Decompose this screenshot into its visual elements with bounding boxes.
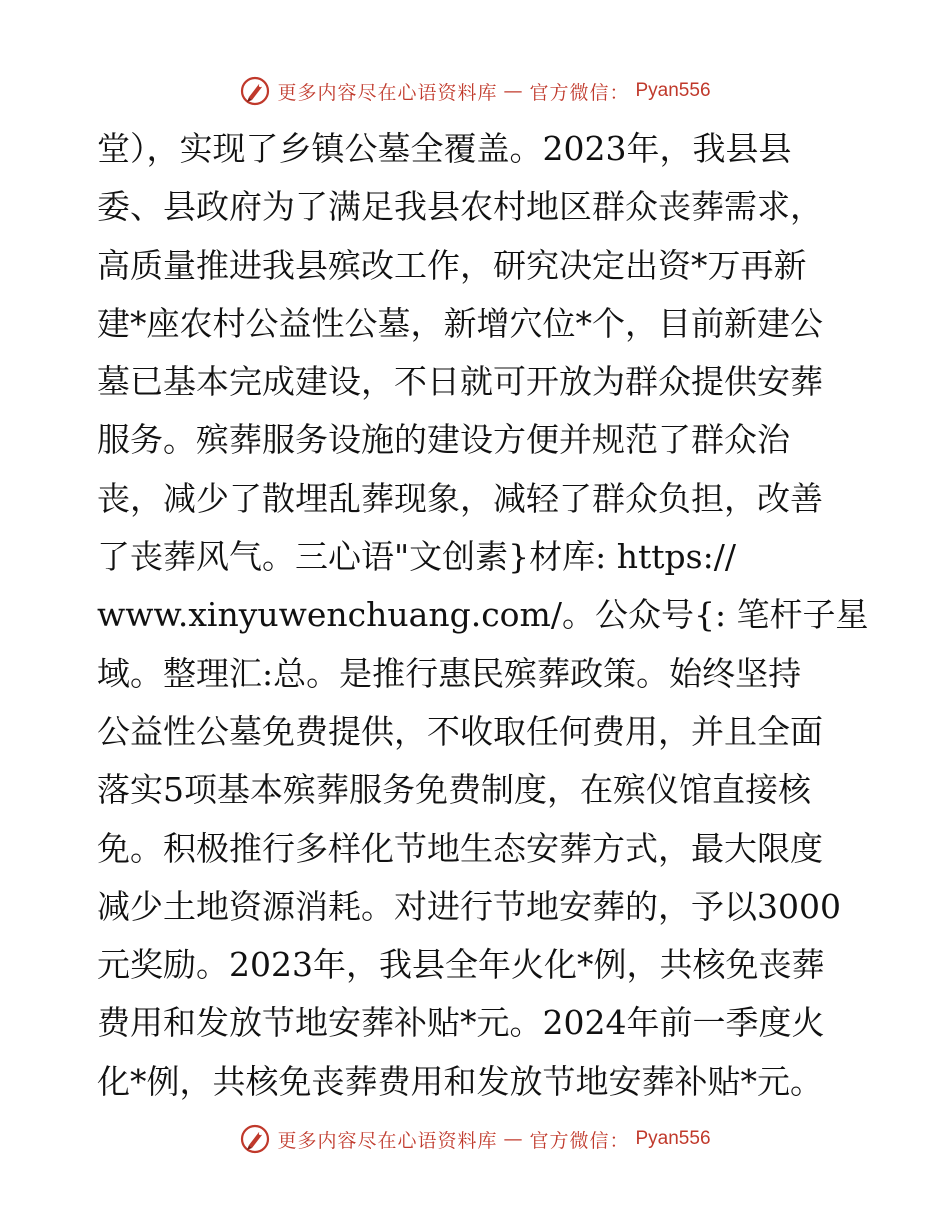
- header-wechat-label: 官方微信：: [529, 81, 630, 104]
- footer-wechat-label: 官方微信：: [529, 1129, 630, 1152]
- text-line: 化*例，共核免丧葬费用和发放节地安葬补贴*元。: [97, 1061, 823, 1101]
- page-header: [0, 71, 950, 111]
- text-line: 丧，减少了散埋乱葬现象，减轻了群众负担，改善: [97, 478, 823, 518]
- text-line: 了丧葬风气。三心语"文创素}材库: https://: [97, 537, 736, 577]
- footer-site-text: 更多内容尽在心语资料库: [277, 1129, 498, 1152]
- footer-separator: —: [503, 1128, 524, 1150]
- header-banner: [239, 75, 710, 107]
- footer-wechat-id: Pyan556: [635, 1128, 711, 1149]
- text-line: 墓已基本完成建设，不日就可开放为群众提供安葬: [97, 362, 823, 402]
- footer-banner: [239, 1123, 710, 1155]
- text-line: 建*座农村公益性公墓，新增穴位*个，目前新建公: [97, 303, 823, 343]
- header-site-text: 更多内容尽在心语资料库: [277, 81, 498, 104]
- page-footer: [0, 1119, 950, 1159]
- text-line: 服务。殡葬服务设施的建设方便并规范了群众治: [97, 420, 790, 460]
- text-line: 高质量推进我县殡改工作，研究决定出资*万再新: [97, 245, 807, 285]
- text-line: 域。整理汇:总。是推行惠民殡葬政策。始终坚持: [97, 653, 802, 693]
- text-line: 委、县政府为了满足我县农村地区群众丧葬需求，: [97, 187, 823, 227]
- text-line: 公益性公墓免费提供，不收取任何费用，并且全面: [97, 711, 823, 751]
- text-line: 减少土地资源消耗。对进行节地安葬的，予以3000: [97, 886, 841, 926]
- text-line: www.xinyuwenchuang.com/。公众号{: 笔杆子星: [97, 595, 869, 635]
- pen-logo-icon: [239, 75, 271, 107]
- text-line: 堂），实现了乡镇公墓全覆盖。2023年，我县县: [97, 129, 792, 168]
- text-line: 免。积极推行多样化节地生态安葬方式，最大限度: [97, 828, 823, 868]
- text-line: 落实5项基本殡葬服务免费制度，在殡仪馆直接核: [97, 770, 811, 810]
- text-line: 费用和发放节地安葬补贴*元。2024年前一季度火: [97, 1003, 825, 1043]
- body-text: [97, 120, 867, 1111]
- text-line: 元奖励。2023年，我县全年火化*例，共核免丧葬: [97, 945, 825, 985]
- header-separator: —: [503, 80, 524, 102]
- pen-logo-icon: [239, 1123, 271, 1155]
- header-wechat-id: Pyan556: [635, 80, 711, 101]
